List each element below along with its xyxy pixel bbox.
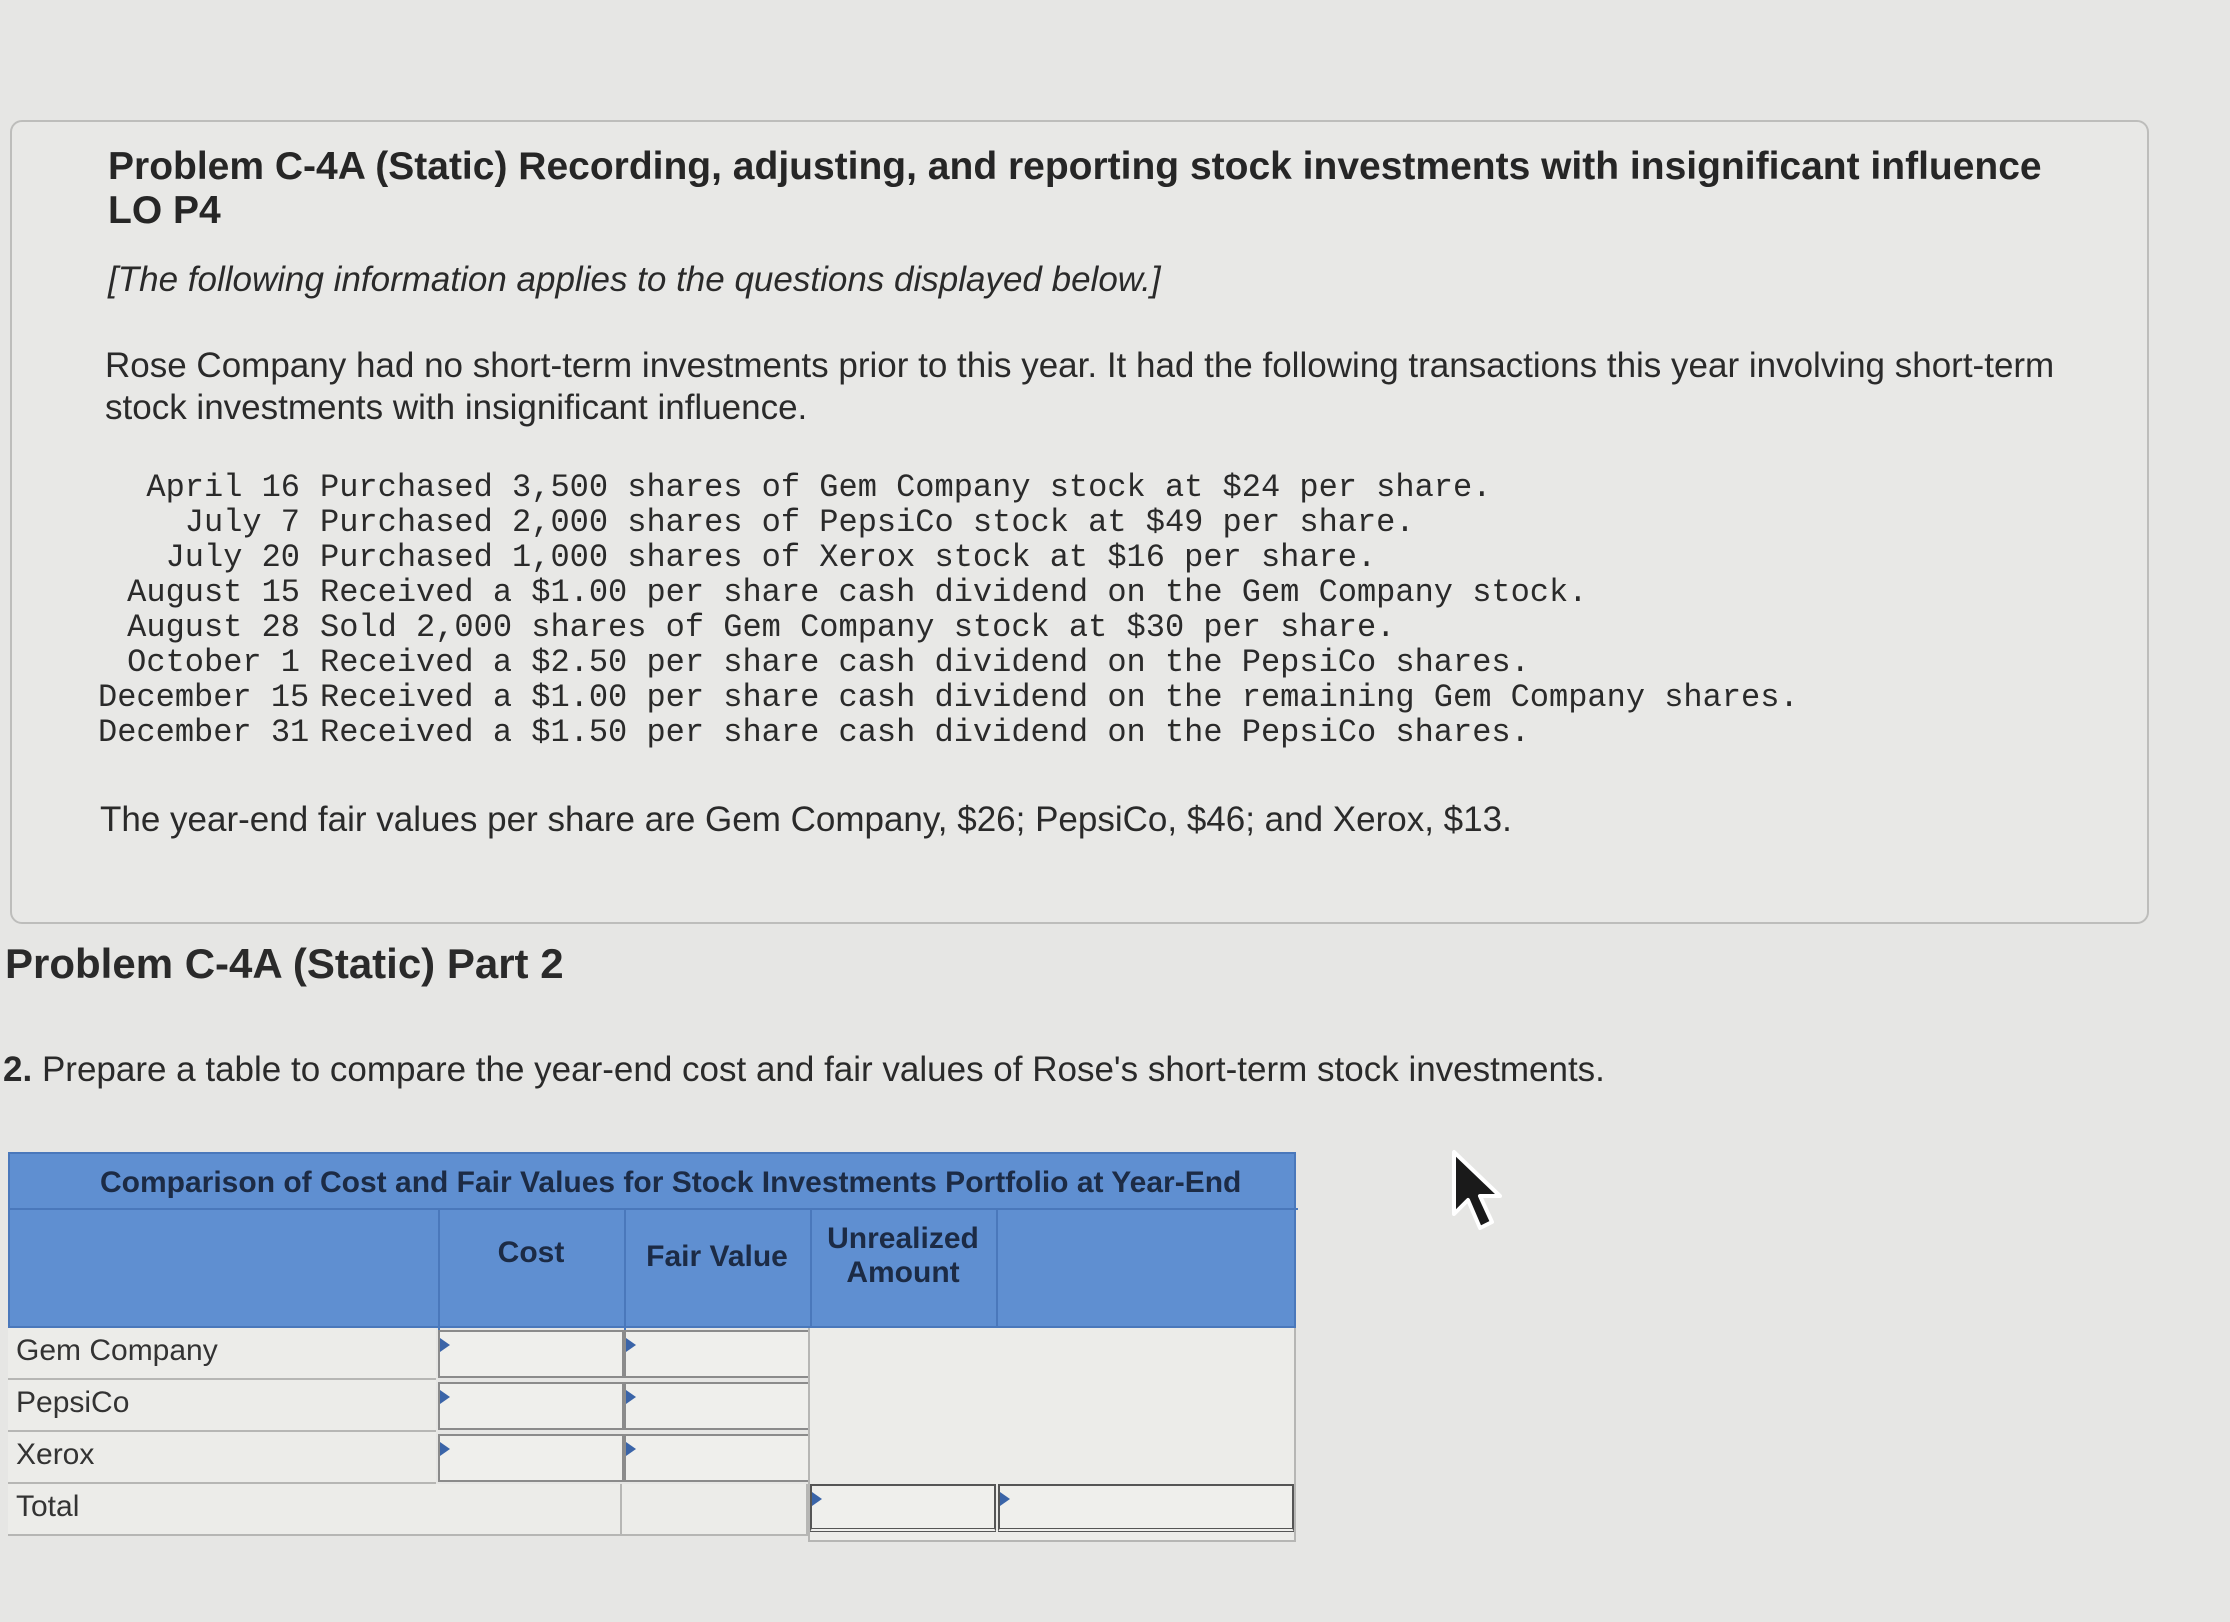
total-fair-value-cell — [622, 1484, 808, 1536]
xerox-fair-value-input[interactable] — [624, 1434, 810, 1482]
column-header-fair-value: Fair Value — [646, 1240, 788, 1273]
total-cost-cell — [436, 1484, 622, 1536]
row-label-total: Total — [8, 1484, 436, 1536]
transaction-row: August 15 Received a $1.00 per share cash dividend on the Gem Company stock. — [127, 574, 1588, 611]
info-note: [The following information applies to the questions displayed below.] — [108, 260, 1161, 299]
row-label-xerox: Xerox — [8, 1432, 436, 1484]
total-unrealized-input[interactable] — [998, 1484, 1294, 1532]
gem-fair-value-input[interactable] — [624, 1330, 810, 1378]
fair-values-text: The year-end fair values per share are Gem Company, $26; PepsiCo, $46; and Xerox, $13. — [100, 800, 1512, 839]
pepsico-fair-value-input[interactable] — [624, 1382, 810, 1430]
pepsico-cost-input[interactable] — [438, 1382, 624, 1430]
transaction-row: July 7 Purchased 2,000 shares of PepsiCo stock at $49 per share. — [184, 504, 1415, 541]
problem-intro: Rose Company had no short-term investments prior to this year. It had the following transactions this year involving short-term stock investments with insignificant influence. — [105, 346, 2055, 427]
input-marker-icon — [626, 1390, 636, 1404]
part-heading: Problem C-4A (Static) Part 2 — [5, 940, 564, 987]
input-marker-icon — [626, 1442, 636, 1456]
transaction-row: October 1 Received a $2.50 per share cash dividend on the PepsiCo shares. — [127, 644, 1530, 681]
transaction-row: December 15 Received a $1.00 per share cash dividend on the remaining Gem Company shares. — [98, 679, 1799, 716]
question-text: 2. Prepare a table to compare the year-end cost and fair values of Rose's short-term stock investments. — [3, 1050, 1605, 1089]
table-header — [8, 1152, 1296, 1328]
input-marker-icon — [626, 1338, 636, 1352]
column-header-unrealized: Unrealized Amount — [827, 1222, 979, 1289]
input-marker-icon — [812, 1492, 822, 1506]
gem-cost-input[interactable] — [438, 1330, 624, 1378]
input-marker-icon — [440, 1338, 450, 1352]
comparison-table — [8, 1152, 1296, 1542]
row-label-gem: Gem Company — [8, 1328, 436, 1380]
xerox-cost-input[interactable] — [438, 1434, 624, 1482]
transaction-row: December 31 Received a $1.50 per share cash dividend on the PepsiCo shares. — [98, 714, 1530, 751]
problem-title: Problem C-4A (Static) Recording, adjusting, and reporting stock investments with insignificant influence LO P4 — [108, 145, 2042, 232]
input-marker-icon — [440, 1442, 450, 1456]
input-marker-icon — [440, 1390, 450, 1404]
table-title: Comparison of Cost and Fair Values for Stock Investments Portfolio at Year-End — [100, 1166, 1242, 1199]
transaction-row: July 20 Purchased 1,000 shares of Xerox stock at $16 per share. — [165, 539, 1377, 576]
total-fair-value-input[interactable] — [810, 1484, 996, 1532]
mouse-cursor-icon — [1448, 1148, 1508, 1234]
row-label-pepsico: PepsiCo — [8, 1380, 436, 1432]
transaction-row: April 16 Purchased 3,500 shares of Gem Company stock at $24 per share. — [146, 469, 1492, 506]
transaction-list — [98, 470, 1799, 750]
column-header-cost: Cost — [497, 1236, 565, 1269]
transaction-row: August 28 Sold 2,000 shares of Gem Company stock at $30 per share. — [127, 609, 1396, 646]
input-marker-icon — [1000, 1492, 1010, 1506]
